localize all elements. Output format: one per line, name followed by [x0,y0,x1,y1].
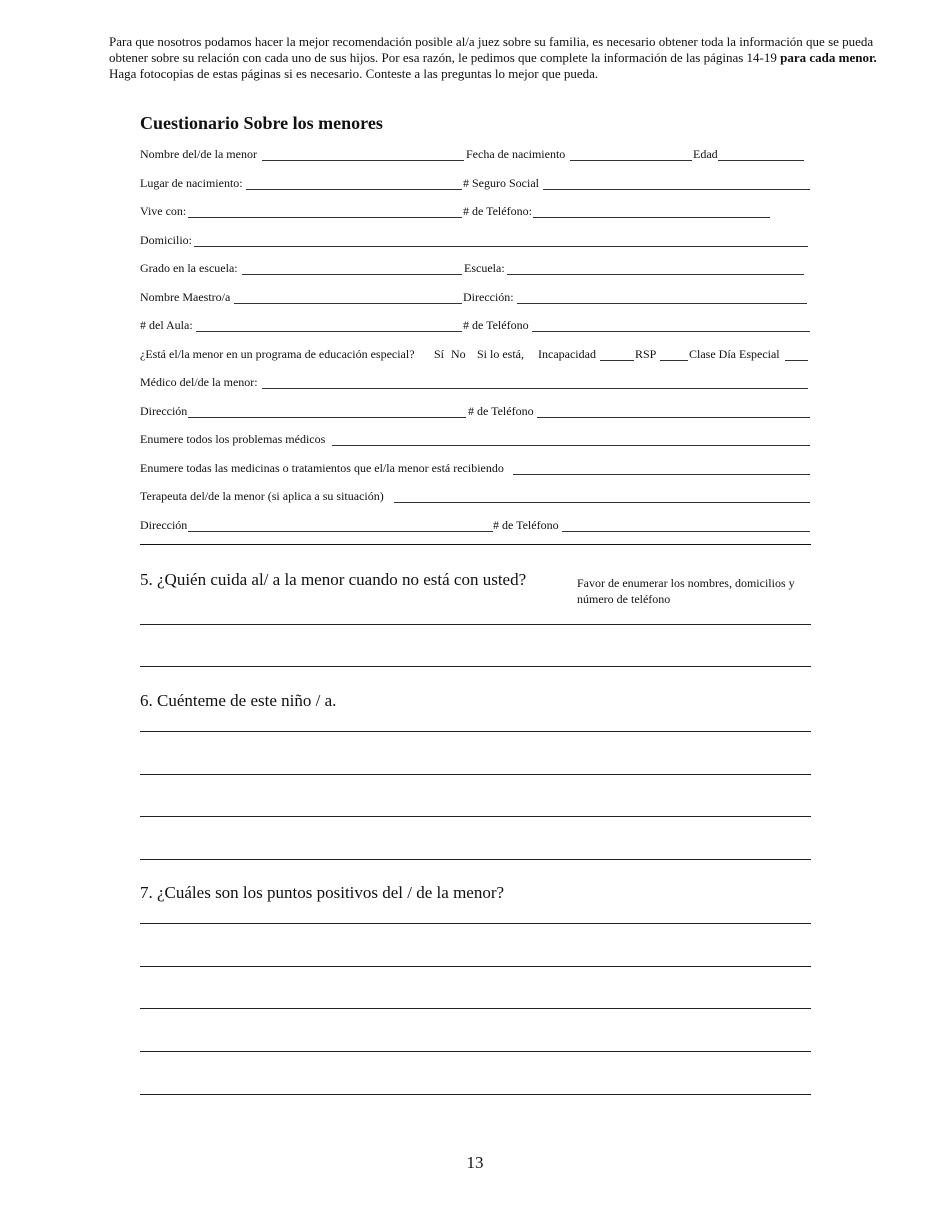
intro-paragraph [109,34,899,82]
input-clase[interactable] [785,360,808,361]
input-tel4[interactable] [562,531,810,532]
input-problemas[interactable] [332,445,810,446]
input-incap[interactable] [600,360,634,361]
answer-line-q7-1[interactable] [140,923,811,924]
label-edad: Edad [693,147,718,161]
answer-line-q6-4[interactable] [140,859,811,860]
label-medico: Médico del/de la menor: [140,375,258,389]
input-terapeuta[interactable] [394,502,810,503]
answer-line-q7-5[interactable] [140,1094,811,1095]
input-seguro[interactable] [543,189,810,190]
input-domicilio[interactable] [194,246,808,247]
label-lugar: Lugar de nacimiento: [140,176,243,190]
input-medicinas[interactable] [513,474,810,475]
input-grado[interactable] [242,274,462,275]
label-fecha: Fecha de nacimiento [466,147,566,161]
answer-line-q5-1[interactable] [140,624,811,625]
option-si[interactable]: Sí [434,347,445,361]
question-6: 6. Cuénteme de este niño / a. [140,691,337,710]
label-medicinas: Enumere todas las medicinas o tratamientos que el/la menor está recibiendo [140,461,504,475]
input-edad[interactable] [718,160,804,161]
intro-text: Para que nosotros podamos hacer la mejor recomendación posible al/a juez sobre su familia, es necesario obtener toda la información que se pueda obtener sobre su relación con cada uno de sus hijos. Por esa razón, le pedimos que complete la información de las páginas 14-19 [109,34,874,65]
question-7: 7. ¿Cuáles son los puntos positivos del / de la menor? [140,883,505,902]
question-5: 5. ¿Quién cuida al/ a la menor cuando no está con usted? [140,570,527,589]
label-direccion3: Dirección [140,518,188,532]
label-silo: Si lo está, [477,347,524,361]
input-maestro[interactable] [234,303,462,304]
section-divider [140,544,811,545]
page-number: 13 [466,1153,484,1172]
label-escuela: Escuela: [464,261,505,275]
form-title: Cuestionario Sobre los menores [140,113,383,133]
intro-text-end: Haga fotocopias de estas páginas si es necesario. Conteste a las preguntas lo mejor que pueda. [109,66,599,81]
input-vive[interactable] [188,217,462,218]
label-nombre: Nombre del/de la menor [140,147,257,161]
input-direccion3[interactable] [188,531,493,532]
answer-line-q7-4[interactable] [140,1051,811,1052]
option-no[interactable]: No [451,347,466,361]
input-tel3[interactable] [537,417,810,418]
label-aula: # del Aula: [140,318,193,332]
label-rsp: RSP [635,347,657,361]
label-vive: Vive con: [140,204,187,218]
label-domicilio: Domicilio: [140,233,192,247]
input-rsp[interactable] [660,360,688,361]
answer-line-q6-2[interactable] [140,774,811,775]
label-clase: Clase Día Especial [689,347,780,361]
question-5-note: Favor de enumerar los nombres, domicilios y número de teléfono [577,576,795,606]
label-tel4: # de Teléfono [493,518,559,532]
answer-line-q6-3[interactable] [140,816,811,817]
input-fecha[interactable] [570,160,692,161]
answer-line-q7-2[interactable] [140,966,811,967]
label-tel1: # de Teléfono: [463,204,532,218]
label-especial: ¿Está el/la menor en un programa de educación especial? [140,347,415,361]
input-direccion1[interactable] [517,303,807,304]
intro-bold: para cada menor. [780,50,877,65]
label-terapeuta: Terapeuta del/de la menor (si aplica a su situación) [140,489,384,503]
input-aula[interactable] [196,331,462,332]
label-maestro: Nombre Maestro/a [140,290,231,304]
input-tel2[interactable] [532,331,810,332]
answer-line-q6-1[interactable] [140,731,811,732]
label-incap: Incapacidad [538,347,596,361]
input-medico[interactable] [262,388,808,389]
input-lugar[interactable] [246,189,462,190]
label-direccion2: Dirección [140,404,188,418]
input-tel1[interactable] [533,217,770,218]
label-seguro: # Seguro Social [463,176,539,190]
label-tel3: # de Teléfono [468,404,534,418]
input-nombre[interactable] [262,160,464,161]
label-problemas: Enumere todos los problemas médicos [140,432,326,446]
input-direccion2[interactable] [188,417,466,418]
answer-line-q5-2[interactable] [140,666,811,667]
answer-line-q7-3[interactable] [140,1008,811,1009]
label-grado: Grado en la escuela: [140,261,238,275]
label-tel2: # de Teléfono [463,318,529,332]
input-escuela[interactable] [507,274,804,275]
label-direccion1: Dirección: [463,290,514,304]
